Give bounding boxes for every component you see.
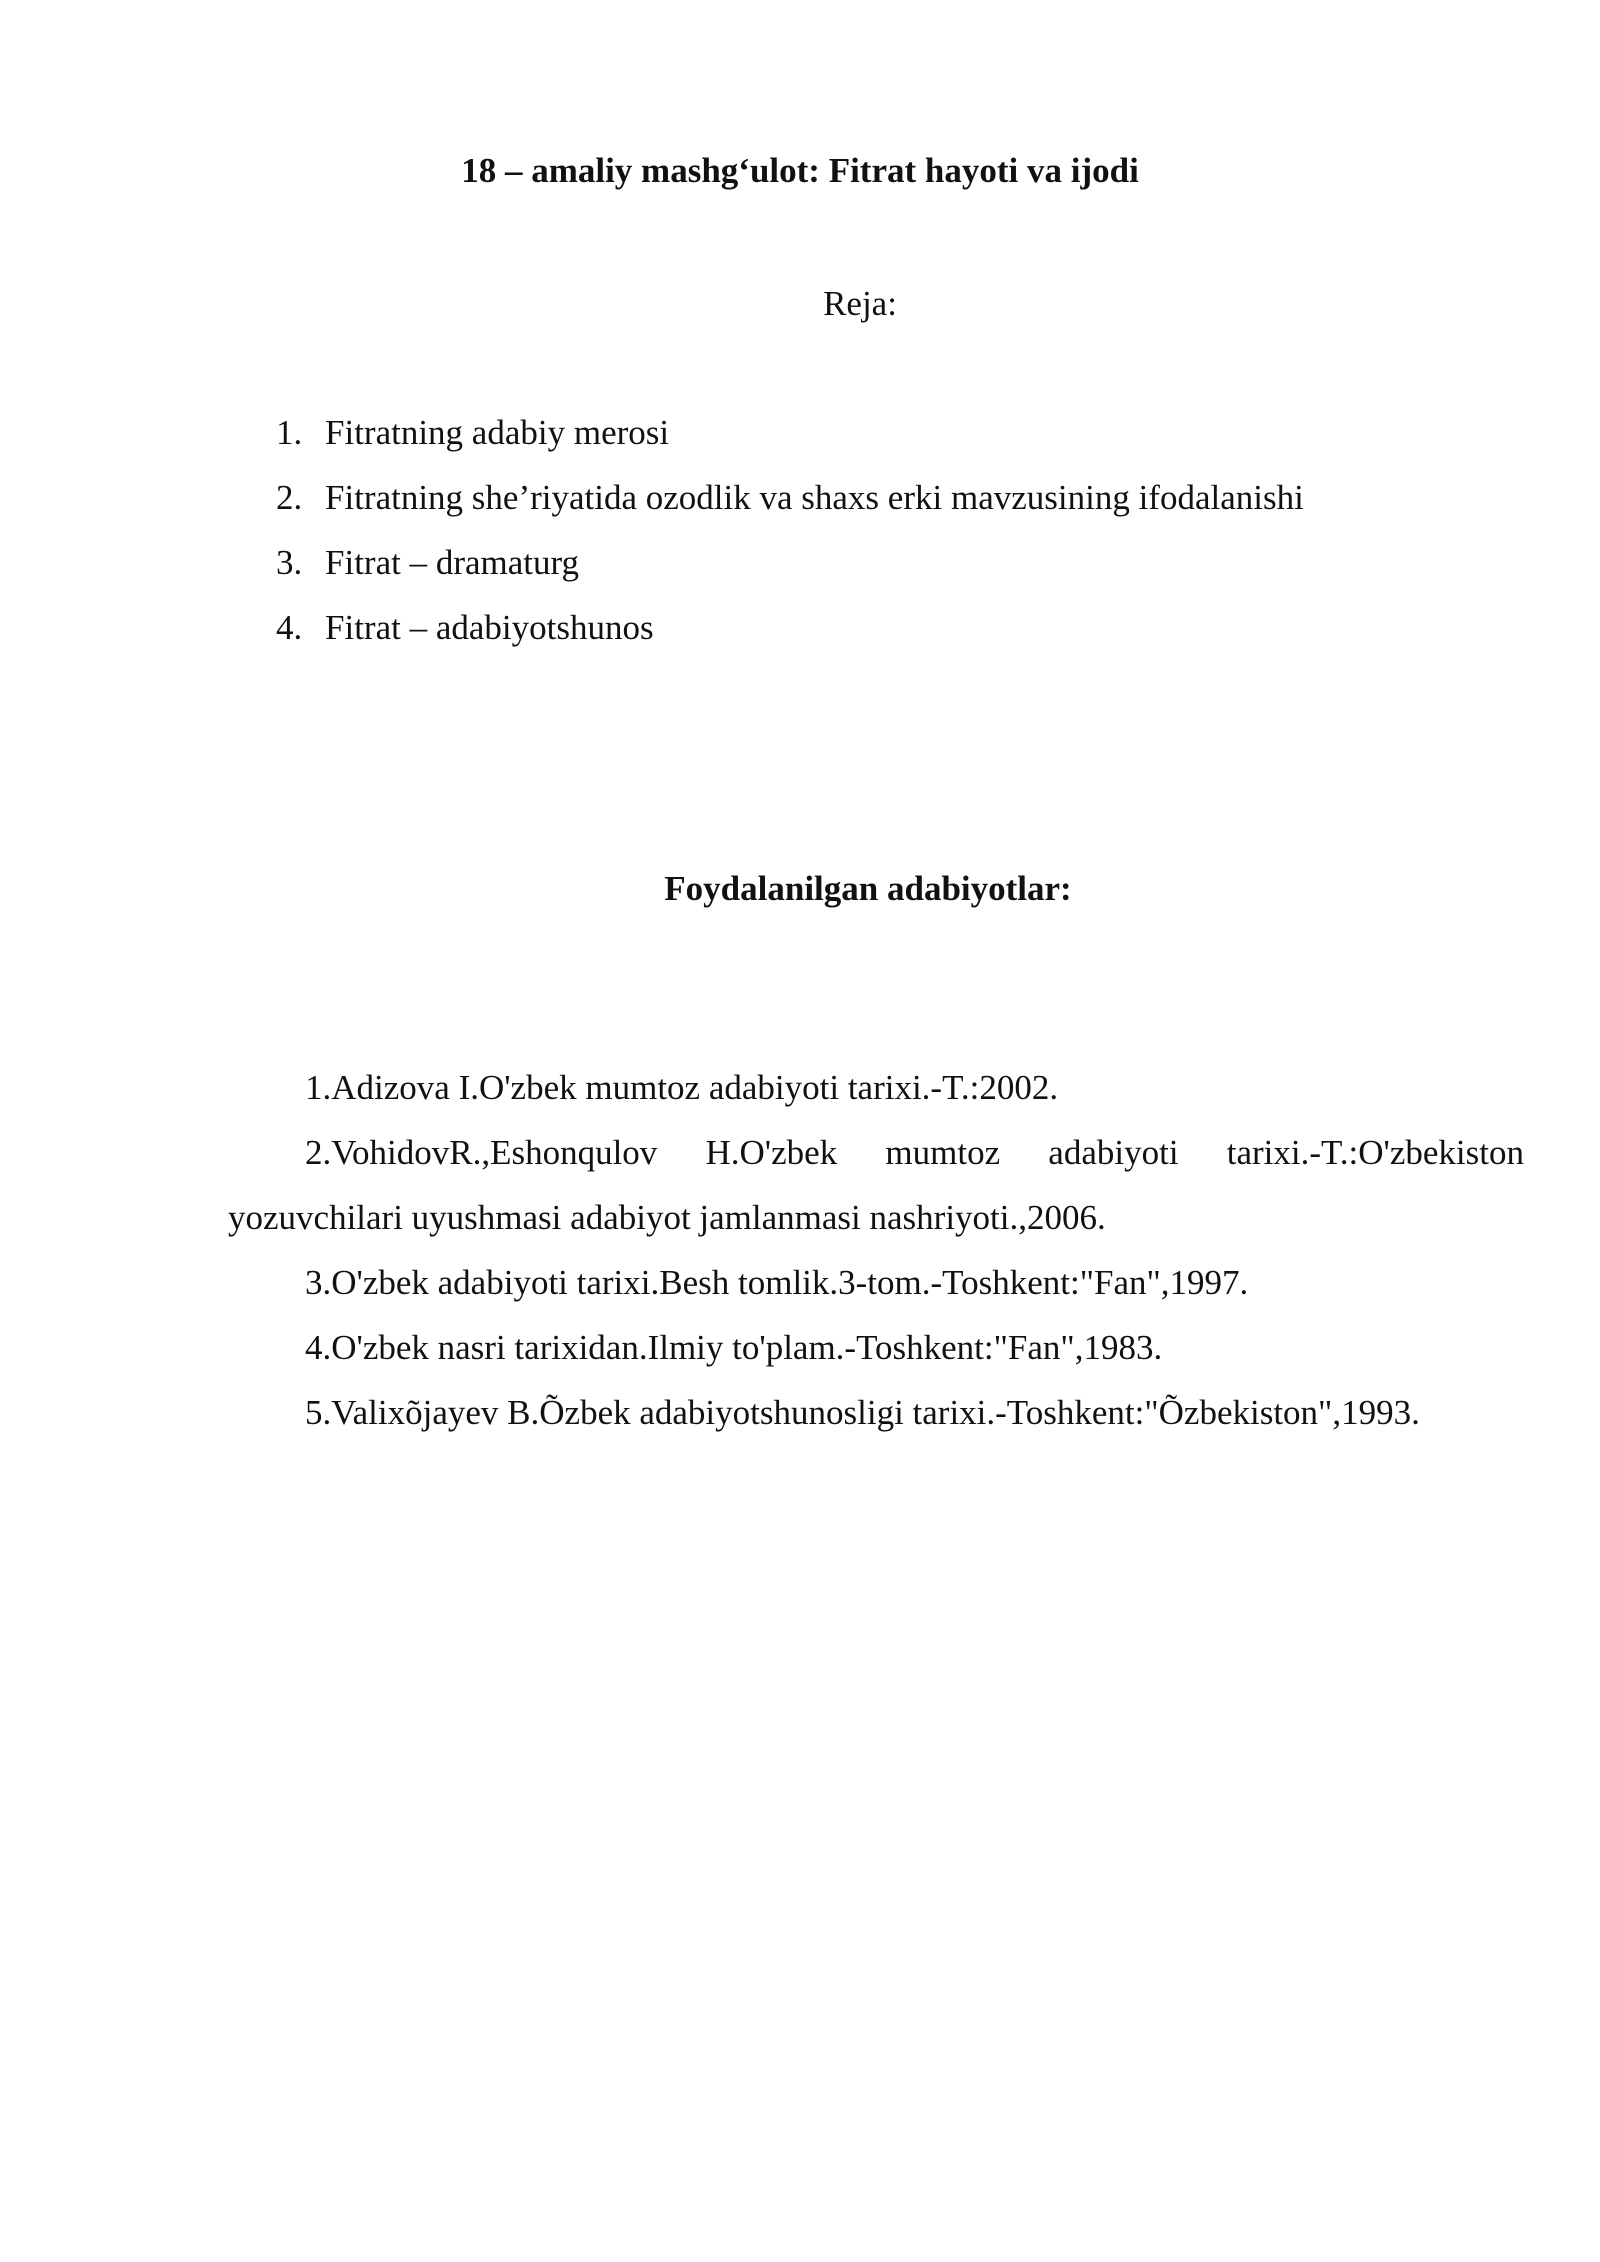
reference-item: 3.O'zbek adabiyoti tarixi.Besh tomlik.3-tom.-Toshkent:"Fan",1997. — [305, 1263, 1249, 1302]
reference-item: 4.O'zbek nasri tarixidan.Ilmiy to'plam.-Toshkent:"Fan",1983. — [305, 1328, 1163, 1367]
plan-item-text: Fitrat – dramaturg — [325, 543, 580, 582]
plan-item-number: 3. — [276, 543, 303, 582]
plan-item-text: Fitrat – adabiyotshunos — [325, 608, 654, 647]
reference-item — [228, 1120, 1524, 1250]
reference-item: 5.Valixõjayev B.Õzbek adabiyotshunosligi tarixi.-Toshkent:"Õzbekiston",1993. — [305, 1393, 1420, 1432]
plan-item-number: 2. — [276, 478, 303, 517]
page-title: 18 – amaliy mashg‘ulot: Fitrat hayoti va ijodi — [461, 151, 1139, 190]
plan-item-number: 1. — [276, 413, 303, 452]
plan-item-text: Fitratning adabiy merosi — [325, 413, 670, 452]
plan-heading: Reja: — [823, 284, 897, 323]
plan-item-number: 4. — [276, 608, 303, 647]
plan-item-text: Fitratning she’riyatida ozodlik va shaxs erki mavzusining ifodalanishi — [325, 478, 1304, 517]
references-heading: Foydalanilgan adabiyotlar: — [664, 869, 1072, 908]
reference-line: yozuvchilari uyushmasi adabiyot jamlanmasi nashriyoti.,2006. — [228, 1198, 1106, 1237]
reference-item: 1.Adizova I.O'zbek mumtoz adabiyoti tarixi.-T.:2002. — [305, 1068, 1059, 1107]
references-list — [228, 1055, 1524, 1445]
reference-line: 2.VohidovR.,Eshonqulov H.O'zbek mumtoz adabiyoti tarixi.-T.:O'zbekiston — [305, 1133, 1524, 1172]
